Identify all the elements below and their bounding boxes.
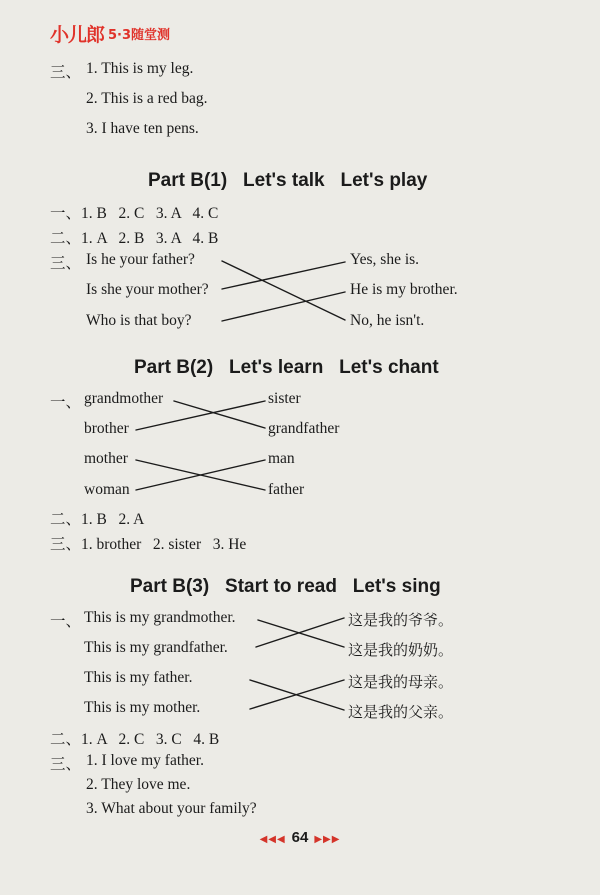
b2-left-3: mother (84, 450, 128, 467)
b1-match-line-3 (222, 292, 345, 321)
b3-q3-item-3: 3. What about your family? (86, 800, 257, 817)
b3-right-2: 这是我的奶奶。 (348, 641, 454, 659)
b3-right-3: 这是我的母亲。 (348, 673, 454, 691)
b2-right-1: sister (268, 390, 301, 407)
b3-q3-item-1: 1. I love my father. (86, 752, 204, 769)
brand-subtitle: 5·3随堂测 (108, 28, 171, 43)
b1-q2: 二、1. A 2. B 3. A 4. B (50, 230, 219, 247)
b1-q3-marker: 三、 (50, 255, 82, 272)
b2-left-1: grandmother (84, 390, 164, 407)
b1-match-line-2 (222, 262, 345, 289)
b1-match-line-1 (222, 261, 345, 320)
b3-q3-marker: 三、 (50, 756, 82, 773)
b1-right-3: No, he isn't. (350, 312, 425, 329)
page-number (0, 829, 600, 846)
page-number-value: 64 (291, 829, 309, 846)
b3-right-4: 这是我的父亲。 (348, 703, 454, 721)
b1-left-3: Who is that boy? (86, 312, 192, 329)
b2-right-3: man (268, 450, 295, 467)
b3-q2: 二、1. A 2. C 3. C 4. B (50, 731, 220, 748)
top-item-1: 1. This is my leg. (86, 60, 194, 77)
section-title-b3: Part B(3) Start to read Let's sing (130, 576, 441, 597)
arrow-right-icon: ▶▶▶ (314, 834, 341, 845)
b1-left-1: Is he your father? (86, 251, 195, 268)
b3-left-1: This is my grandmother. (84, 609, 236, 626)
b2-right-4: father (268, 481, 305, 498)
b3-q3-item-2: 2. They love me. (86, 776, 191, 793)
b2-q1-marker: 一、 (50, 394, 82, 411)
b3-q1-marker: 一、 (50, 613, 82, 630)
b3-left-3: This is my father. (84, 669, 193, 686)
b2-right-2: grandfather (268, 420, 340, 437)
b3-left-4: This is my mother. (84, 699, 201, 716)
b3-match-line-1 (258, 620, 344, 647)
arrow-left-icon: ◀◀◀ (259, 834, 286, 845)
b2-match-line-1 (174, 401, 265, 428)
brand-logo-text: 小儿郎 (50, 24, 105, 46)
b1-left-2: Is she your mother? (86, 281, 209, 298)
b2-left-4: woman (84, 481, 130, 498)
b1-right-1: Yes, she is. (350, 251, 420, 268)
b3-left-2: This is my grandfather. (84, 639, 228, 656)
b2-q2: 二、1. B 2. A (50, 511, 145, 528)
top-item-2: 2. This is a red bag. (86, 90, 208, 107)
b2-q3: 三、1. brother 2. sister 3. He (50, 536, 247, 553)
section-title-b1: Part B(1) Let's talk Let's play (148, 170, 428, 191)
b2-left-2: brother (84, 420, 129, 437)
b2-match-line-2 (136, 401, 265, 430)
b1-right-2: He is my brother. (350, 281, 458, 298)
b3-right-1: 这是我的爷爷。 (348, 611, 454, 629)
b1-q1: 一、1. B 2. C 3. A 4. C (50, 205, 219, 222)
top-item-3: 3. I have ten pens. (86, 120, 199, 137)
top-q3-marker: 三、 (50, 64, 82, 81)
section-title-b2: Part B(2) Let's learn Let's chant (134, 357, 439, 378)
